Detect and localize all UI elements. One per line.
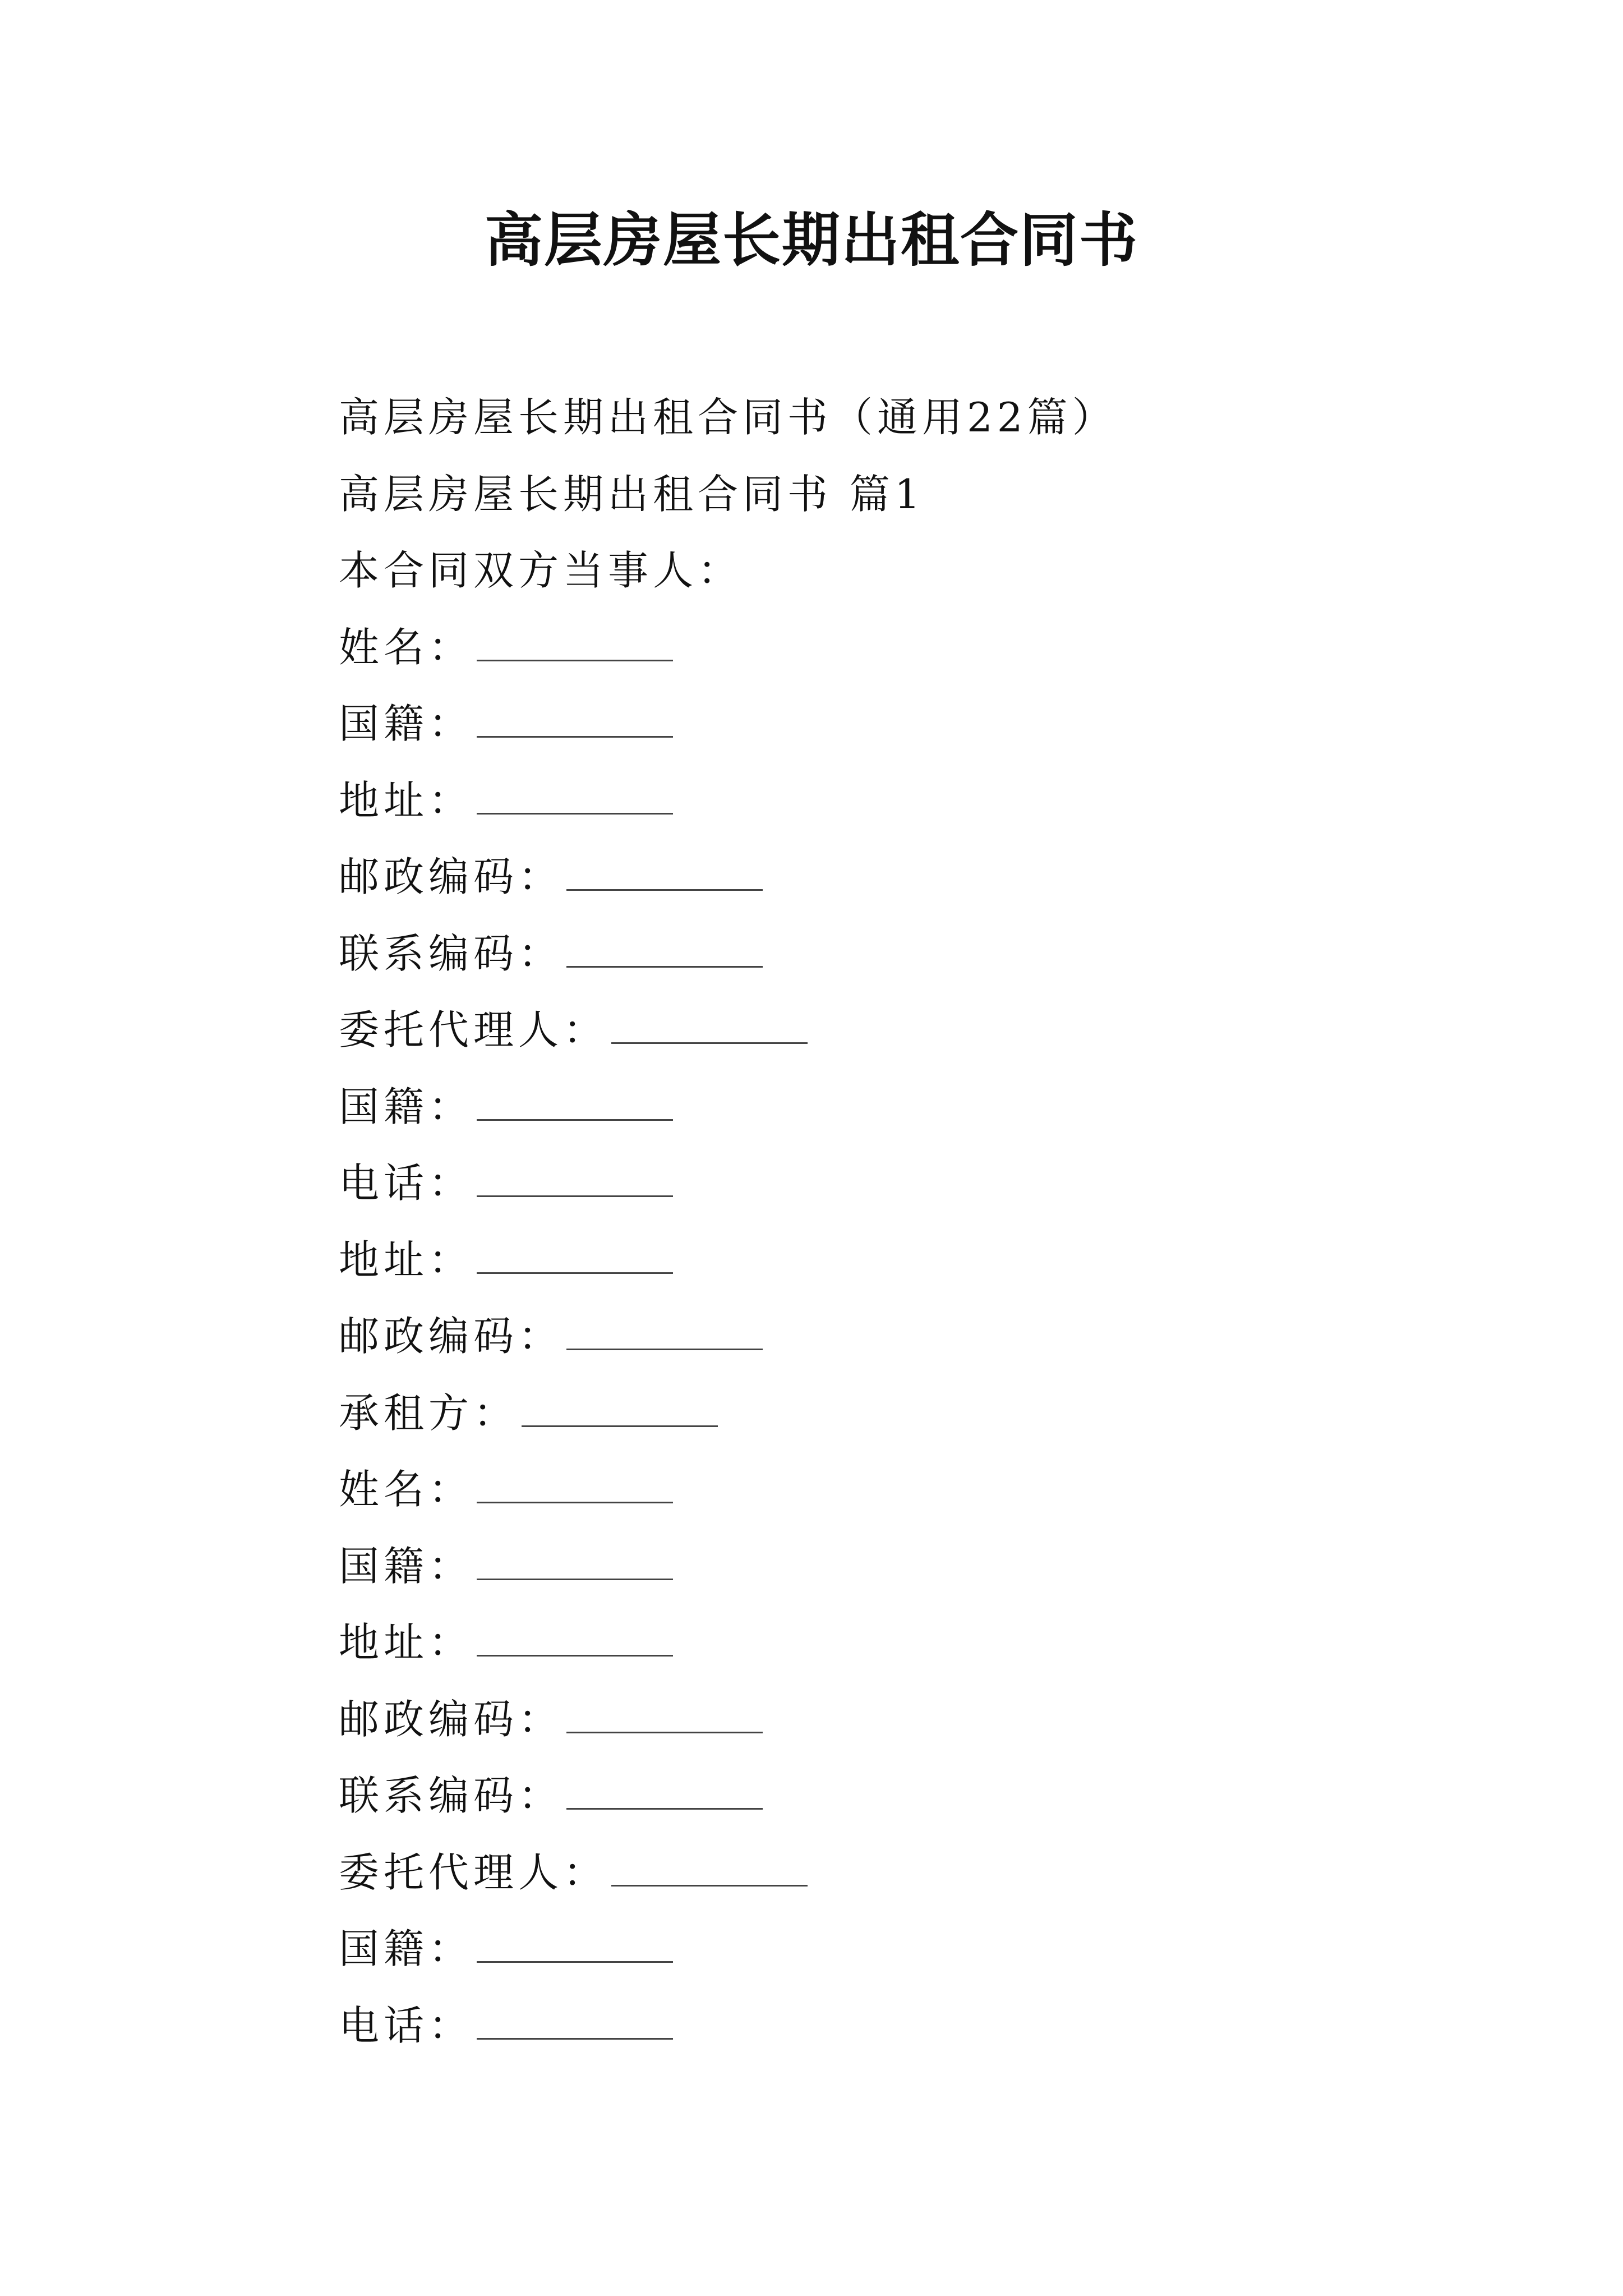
field-line — [339, 1451, 1460, 1528]
field-line — [339, 1681, 1460, 1758]
field-line — [339, 839, 1460, 915]
field-label: 委托代理人： — [339, 1848, 608, 1896]
blank-underline — [477, 2005, 673, 2040]
field-label: 姓名： — [339, 623, 474, 671]
field-label: 姓名： — [339, 1466, 474, 1513]
field-line — [339, 1298, 1460, 1375]
document-subtitle: 高层房屋长期出租合同书（通用22篇） — [339, 394, 1117, 441]
field-label: 国籍： — [339, 1083, 474, 1130]
field-label: 联系编码： — [339, 1772, 564, 1819]
blank-underline — [477, 780, 673, 815]
field-line — [339, 1757, 1460, 1834]
field-line — [339, 1604, 1460, 1681]
field-label: 地址： — [339, 776, 474, 824]
field-label: 承租方： — [339, 1389, 519, 1437]
blank-underline — [566, 1775, 763, 1810]
field-label: 国籍： — [339, 700, 474, 747]
blank-underline — [611, 1010, 808, 1044]
field-line — [339, 762, 1460, 839]
intro-line: 本合同双方当事人： — [339, 547, 743, 594]
document-body — [339, 379, 1460, 2064]
blank-underline — [477, 1087, 673, 1121]
field-label: 邮政编码： — [339, 1313, 564, 1360]
field-line — [339, 1222, 1460, 1299]
field-line — [339, 1069, 1460, 1145]
field-label: 地址： — [339, 1236, 474, 1283]
field-line — [339, 1987, 1460, 2064]
field-label: 邮政编码： — [339, 1695, 564, 1743]
field-line — [339, 1834, 1460, 1911]
field-label: 电话： — [339, 1159, 474, 1207]
blank-underline — [522, 1393, 718, 1427]
blank-underline — [477, 1240, 673, 1274]
blank-underline — [477, 627, 673, 661]
field-line — [339, 609, 1460, 686]
blank-underline — [566, 857, 763, 891]
field-label: 国籍： — [339, 1542, 474, 1590]
field-label: 电话： — [339, 2001, 474, 2049]
field-label: 联系编码： — [339, 930, 564, 977]
blank-underline — [477, 1546, 673, 1580]
field-label: 国籍： — [339, 1925, 474, 1972]
blank-underline — [566, 933, 763, 968]
blank-underline — [477, 1929, 673, 1963]
field-line — [339, 1375, 1460, 1452]
blank-underline — [477, 1163, 673, 1197]
blank-underline — [477, 1469, 673, 1503]
field-line — [339, 685, 1460, 762]
section-heading: 高层房屋长期出租合同书 篇1 — [339, 470, 925, 518]
blank-underline — [566, 1316, 763, 1350]
field-line — [339, 1145, 1460, 1222]
field-line — [339, 1528, 1460, 1605]
blank-underline — [611, 1852, 808, 1887]
blank-underline — [566, 1699, 763, 1733]
field-line — [339, 992, 1460, 1069]
field-label: 委托代理人： — [339, 1006, 608, 1053]
blank-underline — [477, 703, 673, 738]
field-label: 地址： — [339, 1619, 474, 1666]
blank-underline — [477, 1622, 673, 1657]
field-line — [339, 915, 1460, 992]
field-line — [339, 1911, 1460, 1987]
document-title: 高层房屋长期出租合同书 — [484, 205, 1138, 274]
field-label: 邮政编码： — [339, 853, 564, 900]
